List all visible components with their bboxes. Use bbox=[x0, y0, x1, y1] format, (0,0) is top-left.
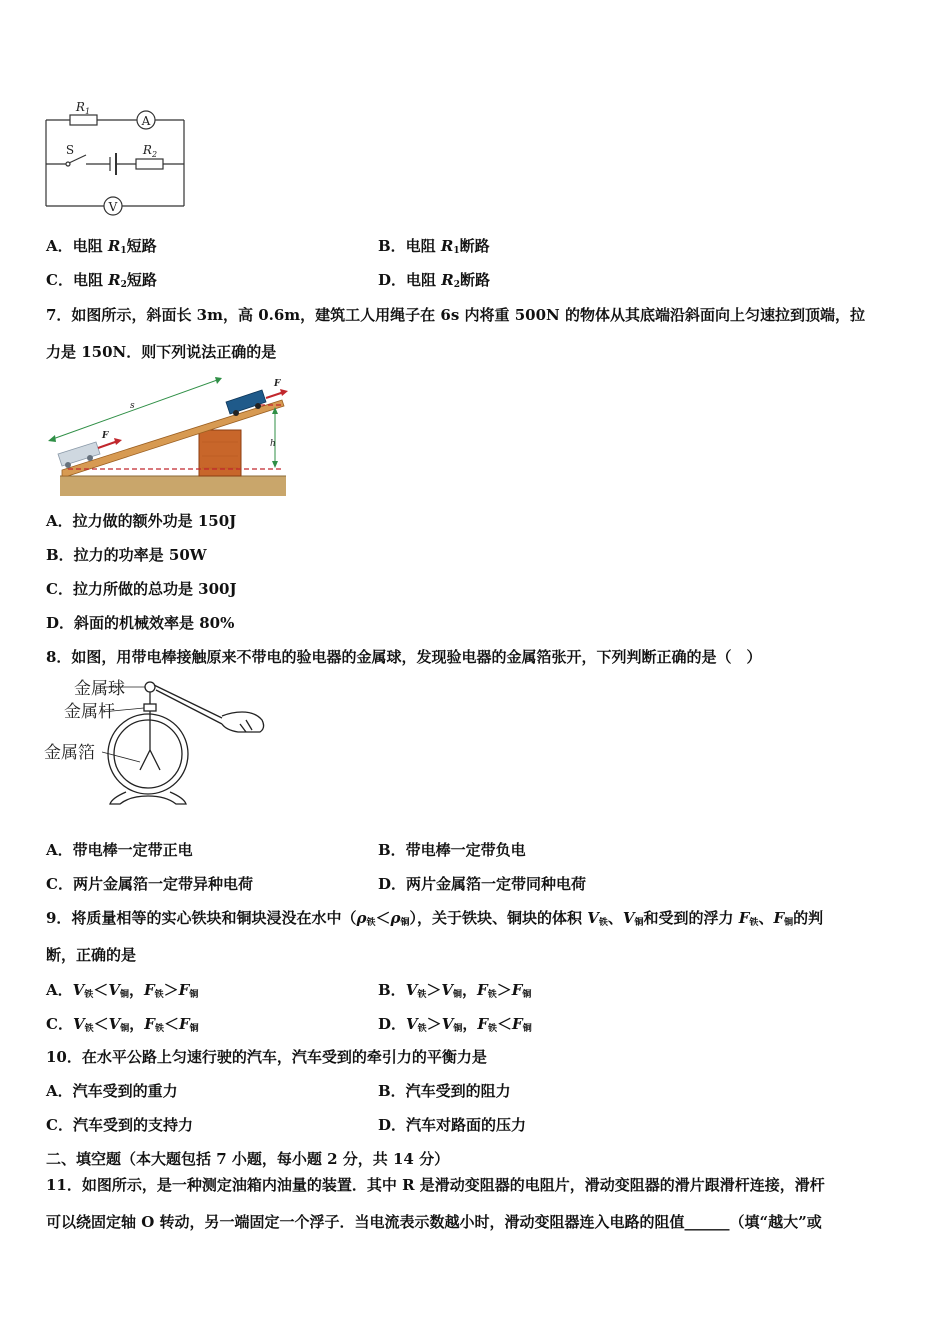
q9-option-c: C．$V_铁<V_铜$，$F_铁<F_铜$ bbox=[46, 1015, 199, 1034]
electroscope-diagram bbox=[40, 672, 280, 812]
force-label-top: F bbox=[274, 379, 281, 389]
q10-option-d: D．汽车对路面的压力 bbox=[378, 1116, 527, 1134]
section-heading: 二、填空题（本大题包括 7 小题，每小题 2 分，共 14 分） bbox=[46, 1150, 450, 1168]
voltmeter-label: V bbox=[108, 200, 118, 214]
q6-option-a: A．电阻 $R_1$短路 bbox=[46, 237, 157, 256]
q11-stem-line1: 11．如图所示，是一种测定油箱内油量的装置．其中 R 是滑动变阻器的电阻片，滑动变阻器的滑片跟滑杆连接，滑杆 bbox=[46, 1176, 825, 1194]
q6-option-d: D．电阻 $R_2$断路 bbox=[378, 271, 490, 290]
circuit-diagram bbox=[40, 98, 190, 218]
q10-option-a: A．汽车受到的重力 bbox=[46, 1082, 178, 1100]
ammeter-label: A bbox=[141, 114, 151, 128]
q6-option-c: C．电阻 $R_2$短路 bbox=[46, 271, 157, 290]
incline-diagram bbox=[44, 372, 294, 502]
q10-option-b: B．汽车受到的阻力 bbox=[378, 1082, 511, 1100]
q6-option-b: B．电阻 $R_1$断路 bbox=[378, 237, 490, 256]
q7-stem-line1: 7．如图所示，斜面长 3m，高 0.6m，建筑工人用绳子在 6s 内将重 500N 的物体从其底端沿斜面向上匀速拉到顶端，拉 bbox=[46, 306, 865, 324]
q8-option-d: D．两片金属箔一定带同种电荷 bbox=[378, 875, 587, 893]
q8-option-a: A．带电棒一定带正电 bbox=[46, 841, 193, 859]
label-metal-rod: 金属杆 bbox=[64, 702, 115, 722]
label-metal-foil: 金属箔 bbox=[44, 743, 95, 763]
q9-option-d: D．$V_铁>V_铜$，$F_铁<F_铜$ bbox=[378, 1015, 532, 1034]
q7-stem-line2: 力是 150N．则下列说法正确的是 bbox=[46, 343, 277, 361]
q8-stem: 8．如图，用带电棒接触原来不带电的验电器的金属球，发现验电器的金属箔张开，下列判断正确的是（ ） bbox=[46, 648, 762, 666]
q8-option-c: C．两片金属箔一定带异种电荷 bbox=[46, 875, 253, 893]
force-label-bottom: F bbox=[102, 431, 109, 441]
height-label: h bbox=[270, 439, 276, 449]
q7-option-d: D．斜面的机械效率是 80% bbox=[46, 614, 235, 632]
q7-option-b: B．拉力的功率是 50W bbox=[46, 546, 207, 564]
q9-option-a: A．$V_铁<V_铜$，$F_铁>F_铜$ bbox=[46, 981, 199, 1000]
label-metal-ball: 金属球 bbox=[74, 679, 125, 699]
q11-stem-line2: 可以绕固定轴 O 转动，另一端固定一个浮子．当电流表示数越小时，滑动变阻器连入电路的阻值______（填“越大”或 bbox=[46, 1213, 822, 1231]
q10-option-c: C．汽车受到的支持力 bbox=[46, 1116, 193, 1134]
q9-stem-line2: 断，正确的是 bbox=[46, 946, 137, 964]
r1-label: $R_1$ bbox=[75, 100, 91, 116]
q9-option-b: B．$V_铁>V_铜$，$F_铁>F_铜$ bbox=[378, 981, 532, 1000]
q7-option-a: A．拉力做的额外功是 150J bbox=[46, 512, 237, 530]
q9-stem-line1: 9．将质量相等的实心铁块和铜块浸没在水中$(\rho_铁<\rho_铜)$，关于铁块、铜块的体积 $V_铁$、$V_铜$和受到的浮力 $F_铁$、$F_铜$的判 bbox=[46, 909, 824, 928]
length-label: s bbox=[130, 401, 135, 411]
q7-option-c: C．拉力所做的总功是 300J bbox=[46, 580, 237, 598]
q8-option-b: B．带电棒一定带负电 bbox=[378, 841, 526, 859]
q10-stem: 10．在水平公路上匀速行驶的汽车，汽车受到的牵引力的平衡力是 bbox=[46, 1048, 487, 1066]
r2-label: $R_2$ bbox=[142, 143, 158, 159]
switch-label: S bbox=[65, 143, 75, 157]
